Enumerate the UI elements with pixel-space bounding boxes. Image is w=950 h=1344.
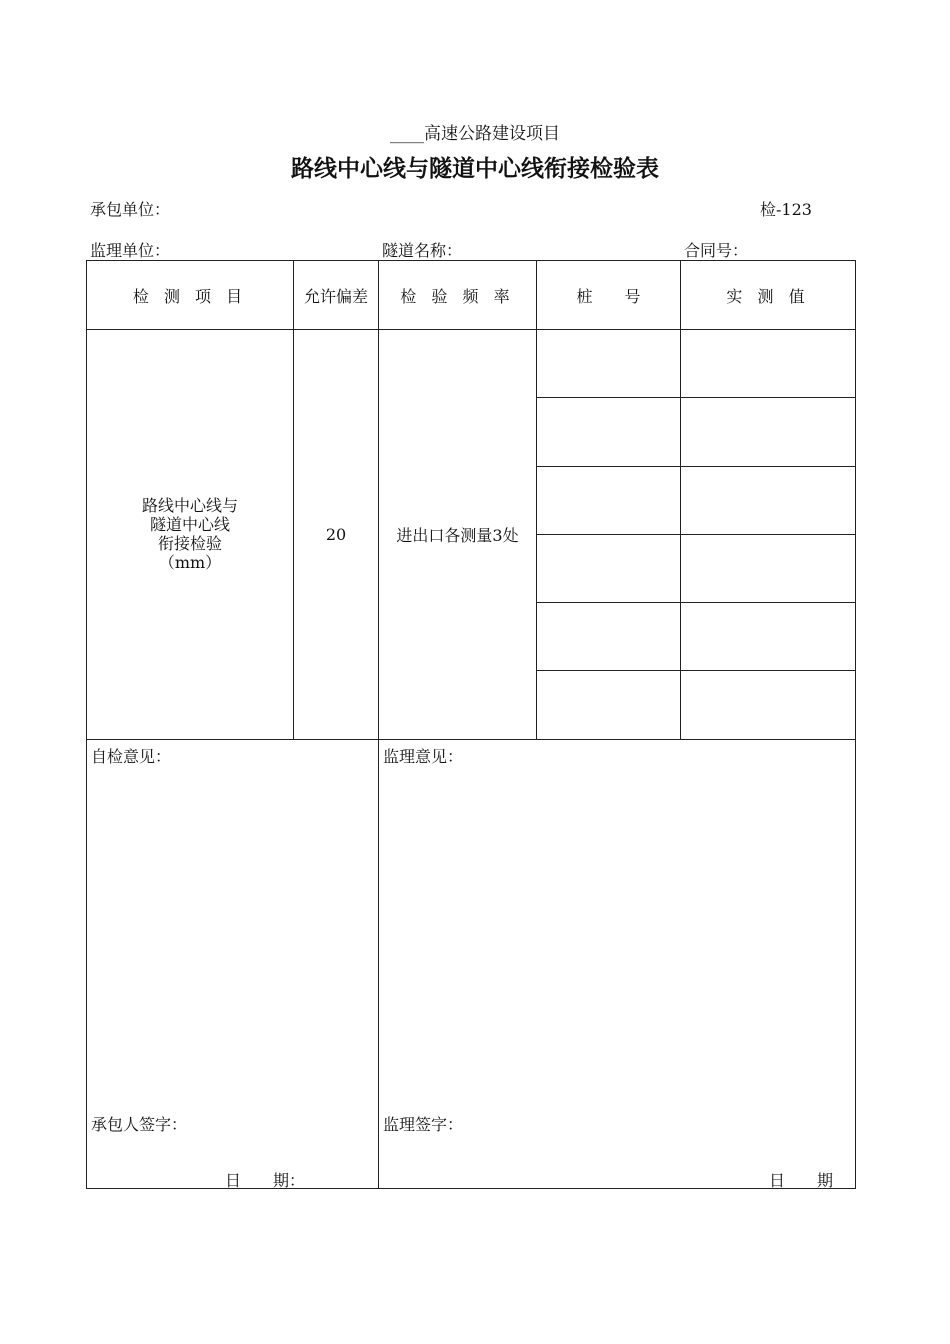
measured-value-cell[interactable] <box>681 466 856 534</box>
form-title: 路线中心线与隧道中心线衔接检验表 <box>291 156 659 182</box>
supervisor-opinion-label: 监理意见： <box>383 746 464 766</box>
opinion-row <box>87 739 856 1188</box>
contractor-signature-label: 承包人签字： <box>91 1114 188 1134</box>
form-code: 检-123 <box>760 200 812 219</box>
contractor-label: 承包单位： <box>90 200 171 219</box>
self-check-opinion-cell[interactable] <box>87 739 379 1188</box>
measured-value-cell[interactable] <box>681 330 856 398</box>
supervisor-opinion-cell[interactable] <box>379 739 856 1188</box>
tolerance-cell: 20 <box>294 330 379 740</box>
station-cell[interactable] <box>537 330 681 398</box>
column-header-frequency: 检 验 频 率 <box>379 261 537 330</box>
column-header-item: 检 测 项 目 <box>87 261 294 330</box>
contract-number-label: 合同号： <box>684 241 749 260</box>
inspection-item-cell <box>87 330 294 740</box>
measured-value-cell[interactable] <box>681 534 856 602</box>
supervisor-label: 监理单位： <box>90 241 171 260</box>
supervisor-date-label: 日 期 <box>768 1170 833 1190</box>
item-line: 衔接检验 <box>157 534 222 554</box>
measured-value-cell[interactable] <box>681 398 856 466</box>
measured-value-cell[interactable] <box>681 603 856 671</box>
station-cell[interactable] <box>537 671 681 739</box>
table-header-row <box>87 261 856 330</box>
table-row <box>87 330 856 398</box>
item-line: 隧道中心线 <box>149 515 230 535</box>
self-check-label: 自检意见： <box>91 746 172 766</box>
project-title: ____高速公路建设项目 <box>390 124 560 144</box>
station-cell[interactable] <box>537 603 681 671</box>
contractor-date-label: 日 期： <box>225 1170 306 1190</box>
tunnel-name-label: 隧道名称： <box>382 241 463 260</box>
frequency-cell: 进出口各测量3处 <box>379 330 537 740</box>
item-line: 路线中心线与 <box>141 496 238 516</box>
inspection-table <box>86 260 856 1189</box>
station-cell[interactable] <box>537 534 681 602</box>
column-header-measured: 实 测 值 <box>681 261 856 330</box>
column-header-tolerance: 允许偏差 <box>294 261 379 330</box>
measured-value-cell[interactable] <box>681 671 856 739</box>
column-header-station: 桩 号 <box>537 261 681 330</box>
station-cell[interactable] <box>537 398 681 466</box>
station-cell[interactable] <box>537 466 681 534</box>
supervisor-signature-label: 监理签字： <box>383 1114 464 1134</box>
item-line: （mm） <box>158 553 222 573</box>
